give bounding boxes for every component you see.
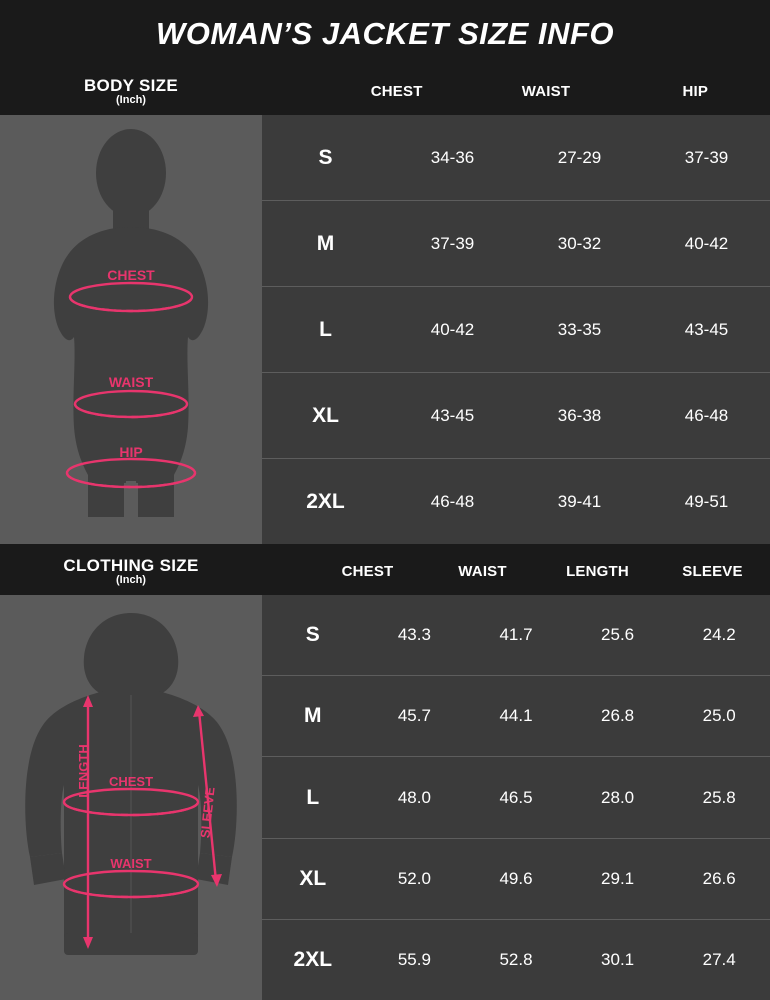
row-waist: 39-41 bbox=[557, 491, 602, 511]
body-size-label-main: BODY SIZE bbox=[83, 76, 179, 95]
row-length: 28.0 bbox=[601, 787, 635, 807]
body-size-column-headers bbox=[262, 68, 770, 115]
row-chest: 48.0 bbox=[397, 787, 431, 807]
row-sleeve: 25.0 bbox=[702, 706, 736, 726]
row-sleeve: 24.2 bbox=[702, 625, 736, 645]
row-length: 25.6 bbox=[601, 625, 635, 645]
body-size-label bbox=[0, 68, 262, 115]
body-size-col-chest: CHEST bbox=[370, 83, 423, 101]
row-chest: 52.0 bbox=[397, 868, 431, 888]
section-clothing-size bbox=[0, 548, 770, 1000]
row-sleeve: 26.6 bbox=[702, 868, 736, 888]
waist-label-text: WAIST bbox=[108, 374, 154, 391]
row-chest: 37-39 bbox=[430, 233, 475, 253]
clothing-size-column-headers bbox=[262, 548, 770, 595]
row-waist: 30-32 bbox=[557, 233, 602, 253]
row-size: L bbox=[319, 317, 332, 341]
row-waist: 27-29 bbox=[557, 147, 602, 167]
row-size: L bbox=[306, 785, 320, 809]
row-waist: 36-38 bbox=[557, 405, 602, 425]
row-size: M bbox=[304, 704, 322, 728]
clothing-size-col-waist: WAIST bbox=[458, 563, 507, 580]
row-size: 2XL bbox=[293, 947, 333, 971]
body-size-header-row bbox=[0, 68, 770, 115]
row-chest: 45.7 bbox=[397, 706, 431, 726]
clothing-size-table bbox=[262, 595, 770, 1000]
clothing-size-content bbox=[0, 595, 770, 1000]
table-row bbox=[262, 920, 770, 1000]
row-length: 30.1 bbox=[601, 949, 635, 969]
sleeve-label-text: SLEEVE bbox=[197, 786, 218, 839]
clothing-size-figure bbox=[0, 595, 262, 1000]
jacket-measurement-diagram bbox=[0, 595, 262, 1000]
body-size-col-waist: WAIST bbox=[521, 83, 571, 101]
body-size-figure bbox=[0, 115, 262, 544]
table-row bbox=[262, 595, 770, 676]
row-chest: 55.9 bbox=[397, 949, 431, 969]
table-row bbox=[262, 115, 770, 201]
row-size: XL bbox=[299, 866, 327, 890]
clothing-size-label-main: CLOTHING SIZE bbox=[63, 555, 199, 575]
row-chest: 34-36 bbox=[430, 147, 475, 167]
row-waist: 46.5 bbox=[499, 787, 533, 807]
row-sleeve: 25.8 bbox=[702, 787, 736, 807]
body-size-label-unit: (Inch) bbox=[116, 93, 146, 106]
row-sleeve: 27.4 bbox=[702, 949, 736, 969]
row-waist: 44.1 bbox=[499, 706, 533, 726]
female-torso-measurement-diagram bbox=[0, 115, 262, 544]
row-size: S bbox=[305, 623, 320, 647]
section-body-size bbox=[0, 68, 770, 544]
clothing-size-label-unit: (Inch) bbox=[116, 573, 146, 586]
body-size-col-hip: HIP bbox=[682, 83, 709, 101]
clothing-size-col-length: LENGTH bbox=[566, 563, 629, 580]
table-row bbox=[262, 287, 770, 373]
waist-label-text: WAIST bbox=[110, 856, 152, 871]
row-hip: 43-45 bbox=[684, 319, 729, 339]
row-length: 29.1 bbox=[601, 868, 635, 888]
table-row bbox=[262, 459, 770, 544]
table-row bbox=[262, 373, 770, 459]
table-row bbox=[262, 676, 770, 757]
row-chest: 43.3 bbox=[397, 625, 431, 645]
page-title: WOMAN’S JACKET SIZE INFO bbox=[155, 16, 615, 52]
row-hip: 49-51 bbox=[684, 491, 729, 511]
row-chest: 43-45 bbox=[430, 405, 475, 425]
chest-label-text: CHEST bbox=[107, 267, 155, 284]
clothing-size-label bbox=[0, 548, 262, 595]
row-waist: 41.7 bbox=[499, 625, 533, 645]
row-hip: 46-48 bbox=[684, 405, 729, 425]
row-length: 26.8 bbox=[601, 706, 635, 726]
length-label-text: LENGTH bbox=[76, 744, 91, 798]
table-row bbox=[262, 201, 770, 287]
row-size: S bbox=[318, 145, 333, 169]
clothing-size-col-chest: CHEST bbox=[341, 563, 394, 580]
clothing-size-header-row bbox=[0, 548, 770, 595]
row-size: 2XL bbox=[306, 489, 345, 513]
row-waist: 33-35 bbox=[557, 319, 602, 339]
table-row bbox=[262, 757, 770, 838]
row-waist: 49.6 bbox=[499, 868, 533, 888]
chest-label-text: CHEST bbox=[108, 774, 154, 789]
page-title-bar bbox=[0, 0, 770, 68]
row-hip: 40-42 bbox=[684, 233, 729, 253]
row-size: XL bbox=[312, 403, 339, 427]
row-size: M bbox=[316, 231, 335, 255]
clothing-size-col-sleeve: SLEEVE bbox=[682, 563, 743, 580]
row-chest: 40-42 bbox=[430, 319, 475, 339]
row-chest: 46-48 bbox=[430, 491, 475, 511]
table-row bbox=[262, 839, 770, 920]
hip-label-text: HIP bbox=[119, 444, 143, 461]
row-waist: 52.8 bbox=[499, 949, 533, 969]
row-hip: 37-39 bbox=[684, 147, 729, 167]
body-size-content bbox=[0, 115, 770, 544]
body-size-table bbox=[262, 115, 770, 544]
